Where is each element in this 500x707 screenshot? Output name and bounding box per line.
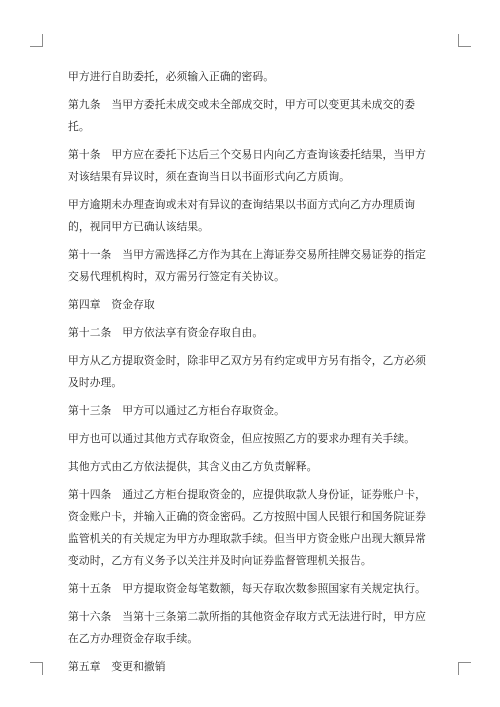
crop-mark-bottom-left	[30, 662, 43, 675]
chapter-heading: 第五章 变更和撤销	[68, 660, 166, 673]
article-11: 第十一条 当甲方需选择乙方作为其在上海证券交易所挂牌交易证券的指定交易代理机构时，双方需另行签定有关协议。	[68, 248, 426, 283]
paragraph: 甲方进行自助委托，必须输入正确的密码。	[68, 70, 275, 83]
article-15: 第十五条 甲方提取资金每笔数额，每天存取次数参照国家有关规定执行。	[68, 582, 426, 595]
article-10: 第十条 甲方应在委托下达后三个交易日内向乙方查询该委托结果，当甲方对该结果有异议时，须在查询当日以书面形式向乙方质询。	[68, 148, 426, 183]
paragraph: 其他方式由乙方依法提供，其含义由乙方负责解释。	[68, 460, 318, 473]
article-13: 第十三条 甲方可以通过乙方柜台存取资金。	[68, 404, 285, 417]
crop-mark-top-right	[458, 34, 471, 47]
chapter-heading: 第四章 资金存取	[68, 298, 155, 311]
paragraph: 甲方也可以通过其他方式存取资金，但应按照乙方的要求办理有关手续。	[68, 432, 416, 445]
document-body	[68, 66, 432, 684]
article-16: 第十六条 当第十三条第二款所指的其他资金存取方式无法进行时，甲方应在乙方办理资金存取手续。	[68, 610, 426, 645]
paragraph: 甲方逾期未办理查询或未对有异议的查询结果以书面方式向乙方办理质询的，视同甲方已确认该结果。	[68, 198, 416, 233]
article-9: 第九条 当甲方委托未成交或未全部成交时，甲方可以变更其未成交的委托。	[68, 98, 416, 133]
article-14: 第十四条 通过乙方柜台提取资金的，应提供取款人身份证，证券账户卡，资金账户卡，并输入正确的资金密码。乙方按照中国人民银行和国务院证券监管机关的有关规定为甲方办理取款手续。但当甲方资金账户出现大额异常变动时，乙方有义务予以关注并及时向证券监督管理机关报告。	[68, 488, 426, 567]
crop-mark-top-left	[30, 34, 43, 47]
paragraph: 甲方从乙方提取资金时，除非甲乙双方另有约定或甲方另有指令，乙方必须及时办理。	[68, 354, 426, 389]
crop-mark-bottom-right	[458, 662, 471, 675]
article-12: 第十二条 甲方依法享有资金存取自由。	[68, 326, 264, 339]
